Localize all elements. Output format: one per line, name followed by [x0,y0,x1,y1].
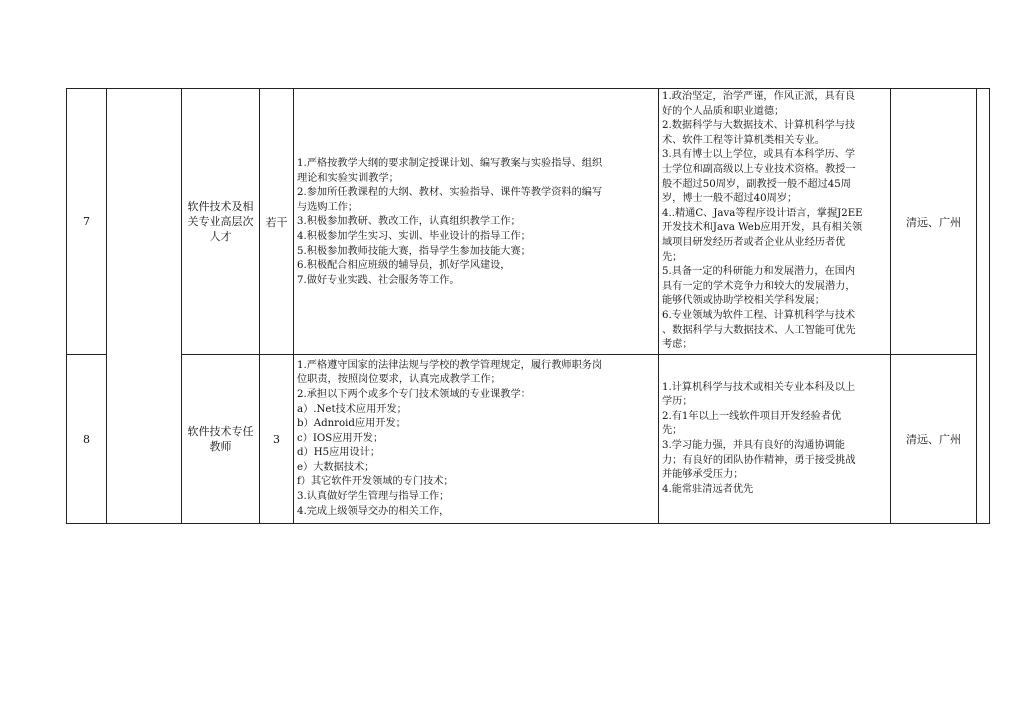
department-cell [107,89,182,524]
requirement-line: 士学位和副高级以上专业技术资格。教授一 [662,163,856,175]
duty-line: b）Adnroid应用开发； [297,418,406,430]
duty-line: 位职责，按照岗位要求，认真完成教学工作； [297,374,501,386]
table-row [67,89,990,355]
job-duties [294,89,659,355]
duty-line: 理论和实验实训教学； [297,172,399,184]
duty-line: f）其它软件开发领域的专门技术； [297,476,454,488]
row-number: 8 [67,355,107,524]
duty-line: 5.积极参加教师技能大赛，指导学生参加技能大赛； [297,245,531,257]
work-location: 清远、广州 [891,89,977,355]
headcount: 3 [260,355,294,524]
duty-line: 2.承担以下两个或多个专门技术领域的专业课教学： [297,388,531,400]
requirement-line: 5.具备一定的科研能力和发展潜力，在国内 [662,266,856,278]
duty-line: 4.完成上级领导交办的相关工作， [297,505,450,517]
requirement-line: 2.有1年以上一线软件项目开发经验者优 [662,410,842,422]
requirement-line: 域项目研发经历者或者企业从业经历者优 [662,236,846,248]
requirement-line: 3.学习能力强，并具有良好的沟通协调能 [662,440,845,451]
duty-line: 3.认真做好学生管理与指导工作； [297,491,450,503]
position-name: 软件技术及相 关专业高层次 人才 [182,89,260,355]
duty-line: 2.参加所任教课程的大纲、教材、实验指导、课件等教学资料的编写 [297,187,603,199]
position-name: 软件技术专任 教师 [182,355,260,524]
duty-line: c）IOS应用开发； [297,432,384,444]
recruitment-table [66,88,990,524]
requirement-line: 并能够承受压力； [662,469,744,481]
duty-line: 4.积极参加学生实习、实训、毕业设计的指导工作； [297,230,531,242]
duty-line: 与选购工作； [297,201,359,213]
requirement-line: 先； [662,251,683,263]
requirement-line: 具有一定的学术竞争力和较大的发展潜力， [662,280,856,292]
duty-line: d）H5应用设计； [297,447,381,459]
requirement-line: 开发技术和Java Web应用开发，具有相关领 [662,222,863,234]
table-row [67,355,990,524]
requirement-line: 2.数据科学与大数据技术、计算机科学与技 [662,120,856,132]
job-duties [294,355,659,524]
requirement-line: 般不超过50周岁，副教授一般不超过45周 [662,178,851,190]
requirement-line: 3.具有博士以上学位，或具有本科学历、学 [662,149,856,161]
requirement-line: 好的个人品质和职业道德； [662,105,785,117]
requirement-line: 能够代领或协助学校相关学科发展； [662,295,825,307]
requirement-line: 岁，博士一般不超过40周岁； [662,193,798,205]
requirement-line: 力；有良好的团队协作精神，勇于接受挑战 [662,454,856,466]
duty-line: 1.严格遵守国家的法律法规与学校的教学管理规定，履行教师职务岗 [297,359,603,371]
requirement-line: 考虑； [662,339,693,351]
work-location: 清远、广州 [891,355,977,524]
requirement-line: 6.专业领域为软件工程、计算机科学与技术 [662,309,856,321]
duty-line: 1.严格按教学大纲的要求制定授课计划、编写教案与实验指导、组织 [297,158,603,169]
row-number: 7 [67,89,107,355]
headcount: 若干 [260,89,294,355]
duty-line: 6.积极配合相应班级的辅导员，抓好学风建设， [297,260,511,272]
requirement-line: 、数据科学与大数据技术、人工智能可优先 [662,324,856,336]
requirement-line: 1.计算机科学与技术或相关专业本科及以上 [662,381,856,393]
requirement-line: 1.政治坚定，治学严谨，作风正派，具有良 [662,91,856,102]
requirement-line: 4..精通C、Java等程序设计语言，掌握J2EE [662,207,863,219]
right-edge-cell [977,89,990,524]
requirement-line: 学历； [662,396,693,408]
requirement-line: 术、软件工程等计算机类相关专业。 [662,134,825,146]
job-requirements [659,355,891,524]
duty-line: a）.Net技术应用开发； [297,403,407,415]
requirement-line: 先； [662,425,683,437]
job-requirements [659,89,891,355]
duty-line: 3.积极参加教研、教改工作，认真组织教学工作； [297,216,521,228]
duty-line: e）大数据技术； [297,461,375,473]
requirement-line: 4.能常驻清远者优先 [662,483,754,495]
duty-line: 7.做好专业实践、社会服务等工作。 [297,274,460,286]
